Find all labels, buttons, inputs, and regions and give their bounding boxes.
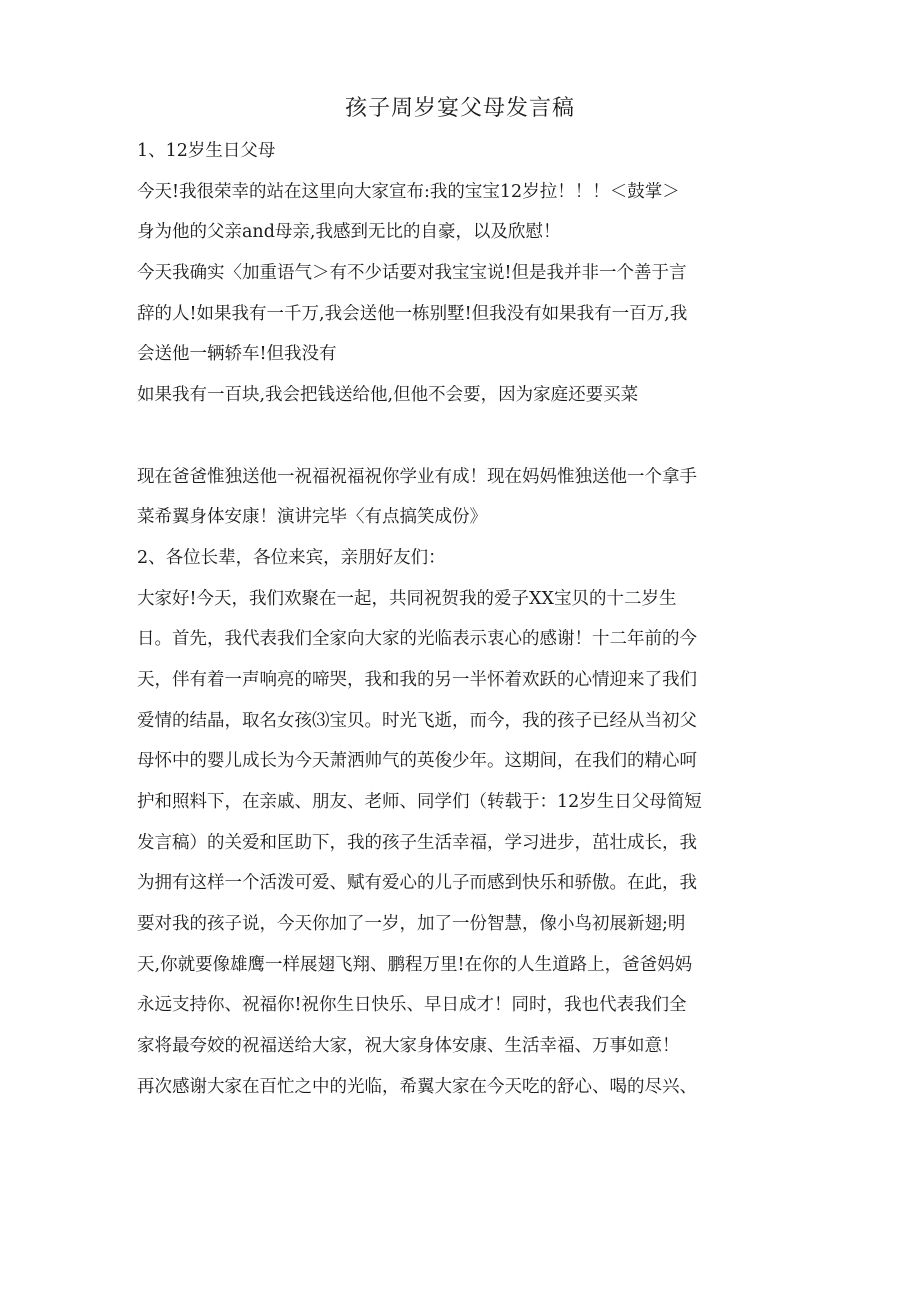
text-line: 日。首先，我代表我们全家向大家的光临表示衷心的感谢！十二年前的今 <box>137 629 697 650</box>
text-line: 要对我的孩子说，今天你加了一岁，加了一份智慧，像小鸟初展新翅;明 <box>137 914 686 935</box>
text-line: 永远支持你、祝福你!祝你生日快乐、早日成才！同时，我也代表我们全 <box>137 995 687 1016</box>
document-title: 孩子周岁宴父母发言稿 <box>344 96 575 121</box>
text-line: 再次感谢大家在百忙之中的光临，希翼大家在今天吃的舒心、喝的尽兴、 <box>137 1076 697 1097</box>
text-line: 2、各位长辈，各位来宾，亲朋好友们： <box>137 547 446 568</box>
text-line: 母怀中的婴儿成长为今天萧洒帅气的英俊少年。这期间，在我们的精心呵 <box>137 751 697 772</box>
text-line: 会送他一辆轿车!但我没有 <box>137 344 337 365</box>
text-line: 护和照料下，在亲戚、朋友、老师、同学们（转载于：12岁生日父母简短 <box>137 792 702 812</box>
document-body <box>137 131 787 1108</box>
text-line: 大家好!今天，我们欢聚在一起，共同祝贺我的爱子XX宝贝的十二岁生 <box>137 588 677 609</box>
text-line: 天，伴有着一声响亮的啼哭，我和我的另一半怀着欢跃的心情迎来了我们 <box>137 669 697 690</box>
text-line: 现在爸爸惟独送他一祝福祝福祝你学业有成！现在妈妈惟独送他一个拿手 <box>137 466 697 487</box>
text-line: 1、12岁生日父母 <box>137 141 276 161</box>
text-line: 如果我有一百块,我会把钱送给他,但他不会要，因为家庭还要买菜 <box>137 385 639 406</box>
text-line: 发言稿）的关爱和匡助下，我的孩子生活幸福，学习进步，茁壮成长，我 <box>137 832 697 853</box>
text-line: 天,你就要像雄鹰一样展翅飞翔、鹏程万里!在你的人生道路上，爸爸妈妈 <box>137 954 693 975</box>
text-line: 身为他的父亲and母亲,我感到无比的自豪，以及欣慰！ <box>137 222 561 243</box>
text-line: 今天我确实〈加重语气＞有不少话要对我宝宝说!但是我并非一个善于言 <box>137 263 687 284</box>
text-line: 今天!我很荣幸的站在这里向大家宣布:我的宝宝12岁拉！！！＜鼓掌＞ <box>137 181 680 202</box>
text-line: 菜希翼身体安康！演讲完毕〈有点搞笑成份》 <box>137 507 487 528</box>
text-line: 爱情的结晶，取名女孩⑶宝贝。时光飞逝，而今，我的孩子已经从当初父 <box>137 710 697 731</box>
blank-line <box>137 416 787 457</box>
text-line: 家将最夸姣的祝福送给大家，祝大家身体安康、生活幸福、万事如意！ <box>137 1036 680 1057</box>
text-line: 辞的人!如果我有一千万,我会送他一栋别墅!但我没有如果我有一百万,我 <box>137 303 688 324</box>
text-line: 为拥有这样一个活泼可爱、赋有爱心的儿子而感到快乐和骄傲。在此，我 <box>137 873 697 894</box>
